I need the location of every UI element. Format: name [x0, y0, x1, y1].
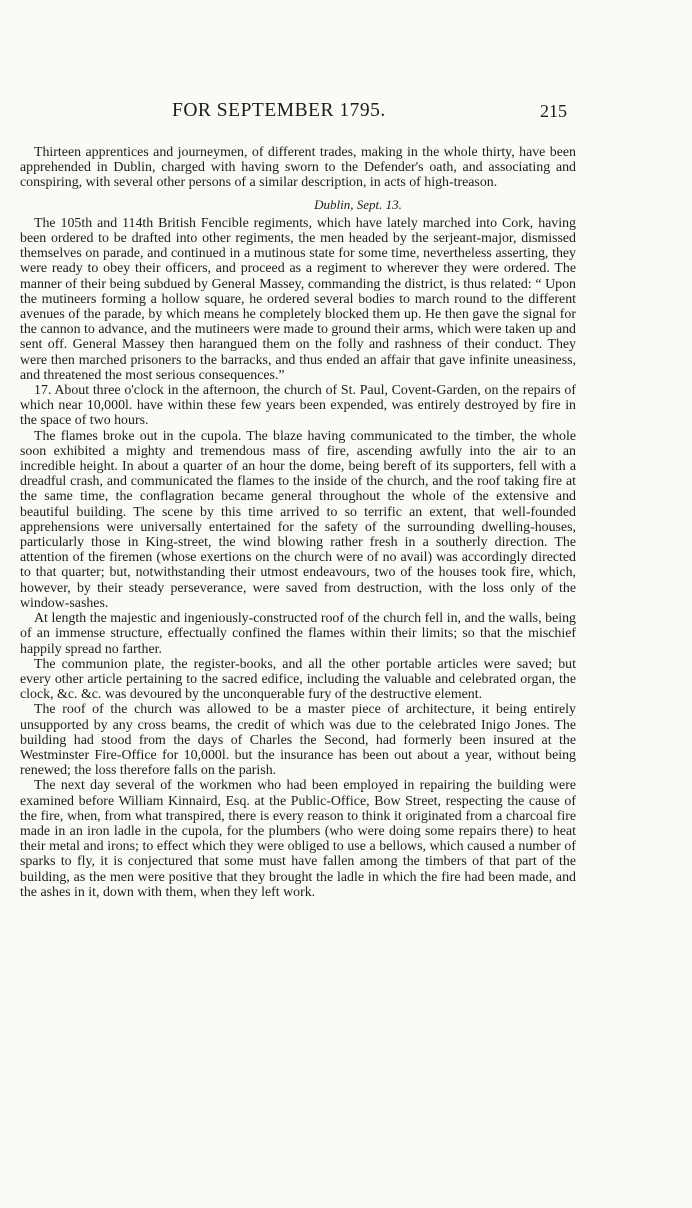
page-header [20, 100, 576, 128]
paragraph-workmen-examined: The next day several of the workmen who had been employed in repairing the building were examined before William Kinnaird, Esq. at the Public-Office, Bow Street, respecting the cause of the fire, when, from what transpired, there is every reason to think it originated from a charcoal fire made in an iron ladle in the cupola, for the plumbers (who were doing some repairs there) to heat their metal and irons; to effect which they were obliged to use a bellows, which caused a number of sparks to fly, it is conjectured that some must have fallen among the timbers of that part of the building, as the men were positive that they brought the ladle in which the fire had been made, and the ashes in it, down with them, when they left work. [20, 778, 576, 900]
paragraph-roof-architecture: The roof of the church was allowed to be a master piece of architecture, it being entirely unsupported by any cross beams, the credit of which was due to the celebrated Inigo Jones. The building had stood from the days of Charles the Second, had formerly been insured at the Westminster Fire-Office for 10,000l. but the insurance has been out about a year, without being renewed; the loss therefore falls on the parish. [20, 702, 576, 779]
page-number: 215 [540, 101, 567, 121]
paragraph-roof-fell: At length the majestic and ingeniously-constructed roof of the church fell in, and the walls, being of an immense structure, effectually confined the flames within their limits; so that the mischief happily spread no farther. [20, 611, 576, 657]
running-title: FOR SEPTEMBER 1795. [172, 100, 386, 121]
paragraph-communion-plate: The communion plate, the register-books, and all the other portable articles were saved; but every other article pertaining to the sacred edifice, including the valuable and celebrated organ, the clock, &c. &c. was devoured by the unconquerable fury of the destructive element. [20, 656, 576, 703]
journal-page [20, 100, 576, 900]
paragraph-apprentices: Thirteen apprentices and journeymen, of different trades, making in the whole thirty, have been apprehended in Dublin, charged with having sworn to the Defender's oath, and associating and conspiring, with several other persons of a similar description, in acts of high-treason. [20, 145, 576, 191]
paragraph-cupola-flames: The flames broke out in the cupola. The blaze having communicated to the timber, the whole soon exhibited a mighty and tremendous mass of fire, ascending awfully into the air to an incredible height. In about a quarter of an hour the dome, being bereft of its supporters, fell with a dreadful crash, and communicated the flames to the inside of the church, and the roof taking fire at the same time, the conflagration became general throughout the whole of the extensive and beautiful building. The scene by this time arrived to so terrific an extent, that well-founded apprehensions were universally entertained for the safety of the surrounding dwelling-houses, particularly those in King-street, the wind blowing rather fresh in a southerly direction. The attention of the firemen (whose exertions on the church were of no avail) was accordingly directed to that quarter; but, notwithstanding their utmost endeavours, two of the houses took fire, which, however, by their steady perseverance, were saved from destruction, with the loss only of the window-sashes. [20, 428, 576, 611]
paragraph-fencible-regiments: The 105th and 114th British Fencible regiments, which have lately marched into Cork, having been ordered to be drafted into other regiments, the men headed by the serjeant-major, dismissed themselves on parade, and continued in a mutinous state for some time, nevertheless asserting, they were ready to obey their officers, and proceed as a regiment to wherever they were ordered. The manner of their being subdued by General Massey, commanding the district, is thus related: “ Upon the mutineers forming a hollow square, he ordered several bodies to march round to the different avenues of the parade, by which means he completely blocked them up. He then gave the signal for the cannon to advance, and the mutineers were made to ground their arms, which were taken up and sent off. General Massey then harangued them on the folly and rashness of their conduct. They were then marched prisoners to the barracks, and thus ended an affair that gave infinite uneasiness, and threatened the most serious consequences.” [20, 215, 576, 383]
dateline: Dublin, Sept. 13. [314, 196, 402, 212]
paragraph-st-paul-fire: 17. About three o'clock in the afternoon, the church of St. Paul, Covent-Garden, on the repairs of which near 10,000l. have within these few years been expended, was entirely destroyed by fire in the space of two hours. [20, 383, 576, 429]
article-body [20, 145, 576, 900]
